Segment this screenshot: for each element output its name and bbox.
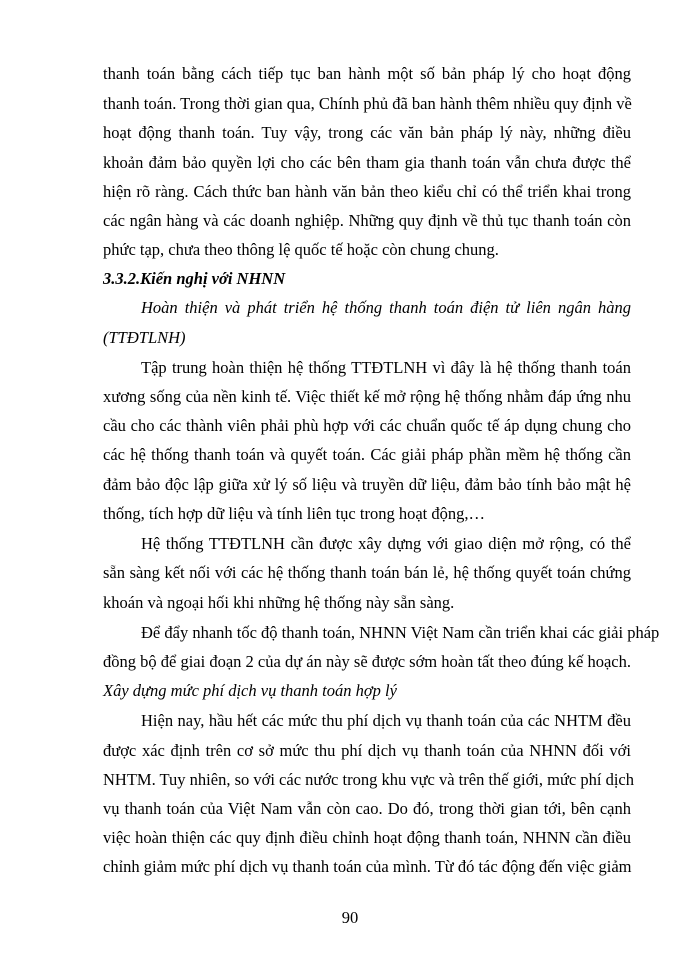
body-line: Hiện nay, hầu hết các mức thu phí dịch vụ thanh toán của các NHTM đều bbox=[141, 711, 631, 730]
body-line: xương sống của nền kinh tế. Việc thiết kế mở rộng hệ thống nhằm đáp ứng nhu bbox=[103, 387, 631, 406]
body-line: các hệ thống thanh toán và quyết toán. Các giải pháp phần mềm hệ thống cần bbox=[103, 445, 631, 464]
body-line: đảm bảo độc lập giữa xử lý số liệu và truyền dữ liệu, đảm bảo tính bảo mật hệ bbox=[103, 475, 631, 494]
subheading: Hoàn thiện và phát triển hệ thống thanh toán điện tử liên ngân hàng bbox=[141, 298, 631, 317]
body-line: cầu cho các thành viên phải phù hợp với các chuẩn quốc tế áp dụng chung cho bbox=[103, 416, 631, 435]
body-line: khoán và ngoại hối khi những hệ thống này sẵn sàng. bbox=[103, 593, 455, 612]
body-line: việc hoàn thiện các quy định điều chỉnh hoạt động thanh toán, NHNN cần điều bbox=[103, 828, 631, 847]
body-line: chỉnh giảm mức phí dịch vụ thanh toán của mình. Từ đó tác động đến việc giảm bbox=[103, 857, 632, 876]
body-line: khoản đảm bảo quyền lợi cho các bên tham gia thanh toán vẫn chưa được thể bbox=[103, 153, 631, 172]
body-line: thanh toán bằng cách tiếp tục ban hành một số bản pháp lý cho hoạt động bbox=[103, 64, 631, 83]
body-line: hoạt động thanh toán. Tuy vậy, trong các văn bản pháp lý này, những điều bbox=[103, 123, 631, 142]
section-heading: 3.3.2.Kiến nghị với NHNN bbox=[103, 269, 286, 288]
page-number: 90 bbox=[341, 908, 359, 927]
body-line: hiện rõ ràng. Cách thức ban hành văn bản theo kiểu chỉ có thể triển khai trong bbox=[103, 182, 631, 201]
body-line: NHTM. Tuy nhiên, so với các nước trong khu vực và trên thế giới, mức phí dịch bbox=[103, 770, 634, 789]
body-line: sẵn sàng kết nối với các hệ thống thanh toán bán lẻ, hệ thống quyết toán chứng bbox=[103, 563, 631, 582]
subheading: Xây dựng mức phí dịch vụ thanh toán hợp lý bbox=[103, 681, 397, 700]
body-line: Tập trung hoàn thiện hệ thống TTĐTLNH vì đây là hệ thống thanh toán bbox=[141, 358, 631, 377]
body-line: các ngân hàng và các doanh nghiệp. Những quy định về thủ tục thanh toán còn bbox=[103, 211, 631, 230]
body-line: thanh toán. Trong thời gian qua, Chính phủ đã ban hành thêm nhiều quy định về bbox=[103, 94, 632, 113]
body-line: vụ thanh toán của Việt Nam vẫn còn cao. Do đó, trong thời gian tới, bên cạnh bbox=[103, 799, 631, 818]
body-line: Hệ thống TTĐTLNH cần được xây dựng với giao diện mở rộng, có thể bbox=[141, 534, 631, 553]
body-line: được xác định trên cơ sở mức thu phí dịch vụ thanh toán của NHNN đối với bbox=[103, 741, 631, 760]
body-line: đồng bộ để giai đoạn 2 của dự án này sẽ được sớm hoàn tất theo đúng kế hoạch. bbox=[103, 652, 631, 671]
body-line: Để đẩy nhanh tốc độ thanh toán, NHNN Việt Nam cần triển khai các giải pháp bbox=[141, 623, 660, 642]
body-line: thống, tích hợp dữ liệu và tính liên tục trong hoạt động,… bbox=[103, 504, 485, 523]
body-line: phức tạp, chưa theo thông lệ quốc tế hoặc còn chung chung. bbox=[103, 240, 499, 259]
subheading: (TTĐTLNH) bbox=[103, 328, 186, 347]
